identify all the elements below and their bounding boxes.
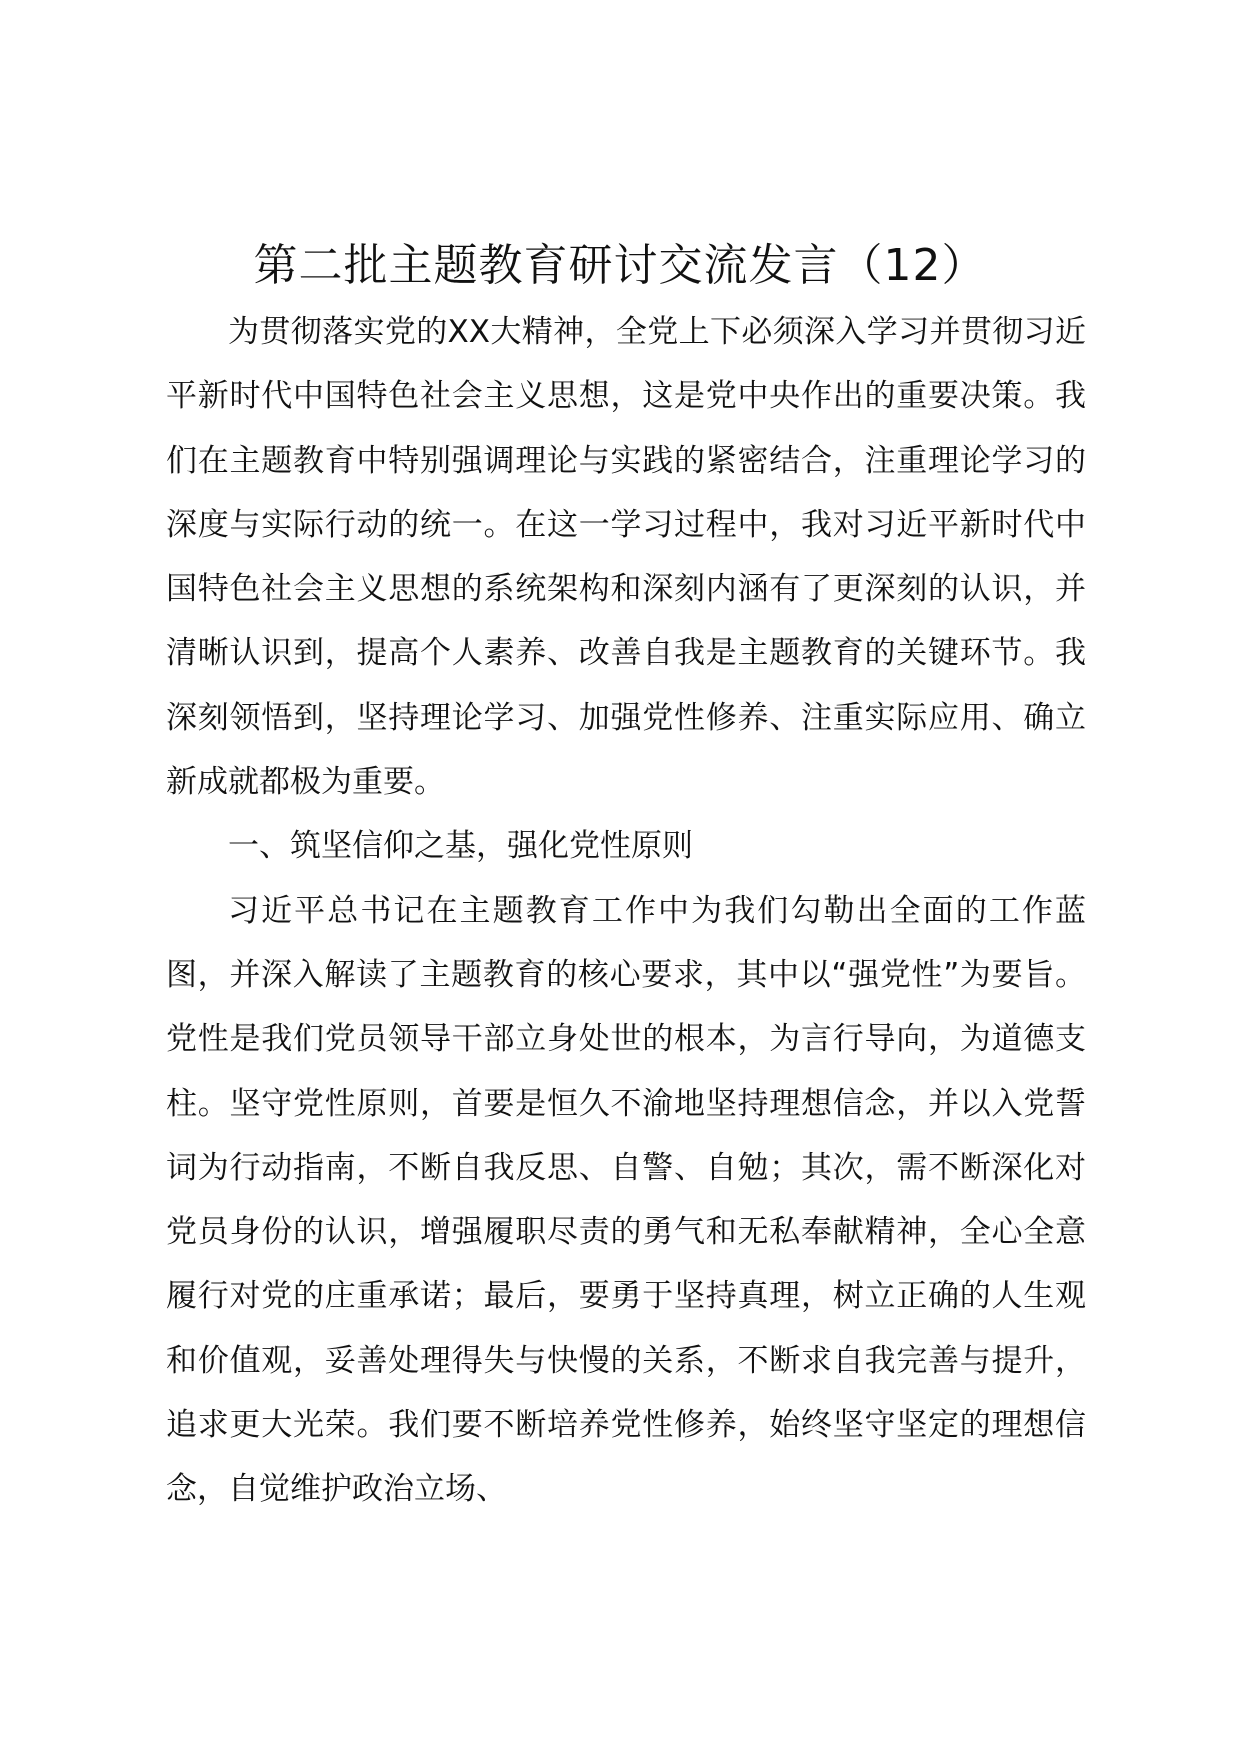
- document-body: [166, 300, 1086, 1522]
- section-heading-1: 一、筑坚信仰之基，强化党性原则: [228, 828, 693, 865]
- document-title: 第二批主题教育研讨交流发言（12）: [253, 240, 987, 291]
- intro-paragraph: 为贯彻落实党的XX大精神，全党上下必须深入学习并贯彻习近平新时代中国特色社会主义思想，这是党中央作出的重要决策。我们在主题教育中特别强调理论与实践的紧密结合，注重理论学习的深度与实际行动的统一。在这一学习过程中，我对习近平新时代中国特色社会主义思想的系统架构和深刻内涵有了更深刻的认识，并清晰认识到，提高个人素养、改善自我是主题教育的关键环节。我深刻领悟到，坚持理论学习、加强党性修养、注重实际应用、确立新成就都极为重要。: [166, 314, 1086, 801]
- section-1-paragraph: 习近平总书记在主题教育工作中为我们勾勒出全面的工作蓝图，并深入解读了主题教育的核心要求，其中以“强党性”为要旨。党性是我们党员领导干部立身处世的根本，为言行导向，为道德支柱。坚守党性原则，首要是恒久不渝地坚持理想信念，并以入党誓词为行动指南，不断自我反思、自警、自勉；其次，需不断深化对党员身份的认识，增强履职尽责的勇气和无私奉献精神，全心全意履行对党的庄重承诺；最后，要勇于坚持真理，树立正确的人生观和价值观，妥善处理得失与快慢的关系，不断求自我完善与提升，追求更大光荣。我们要不断培养党性修养，始终坚守坚定的理想信念，自觉维护政治立场、: [166, 892, 1086, 1508]
